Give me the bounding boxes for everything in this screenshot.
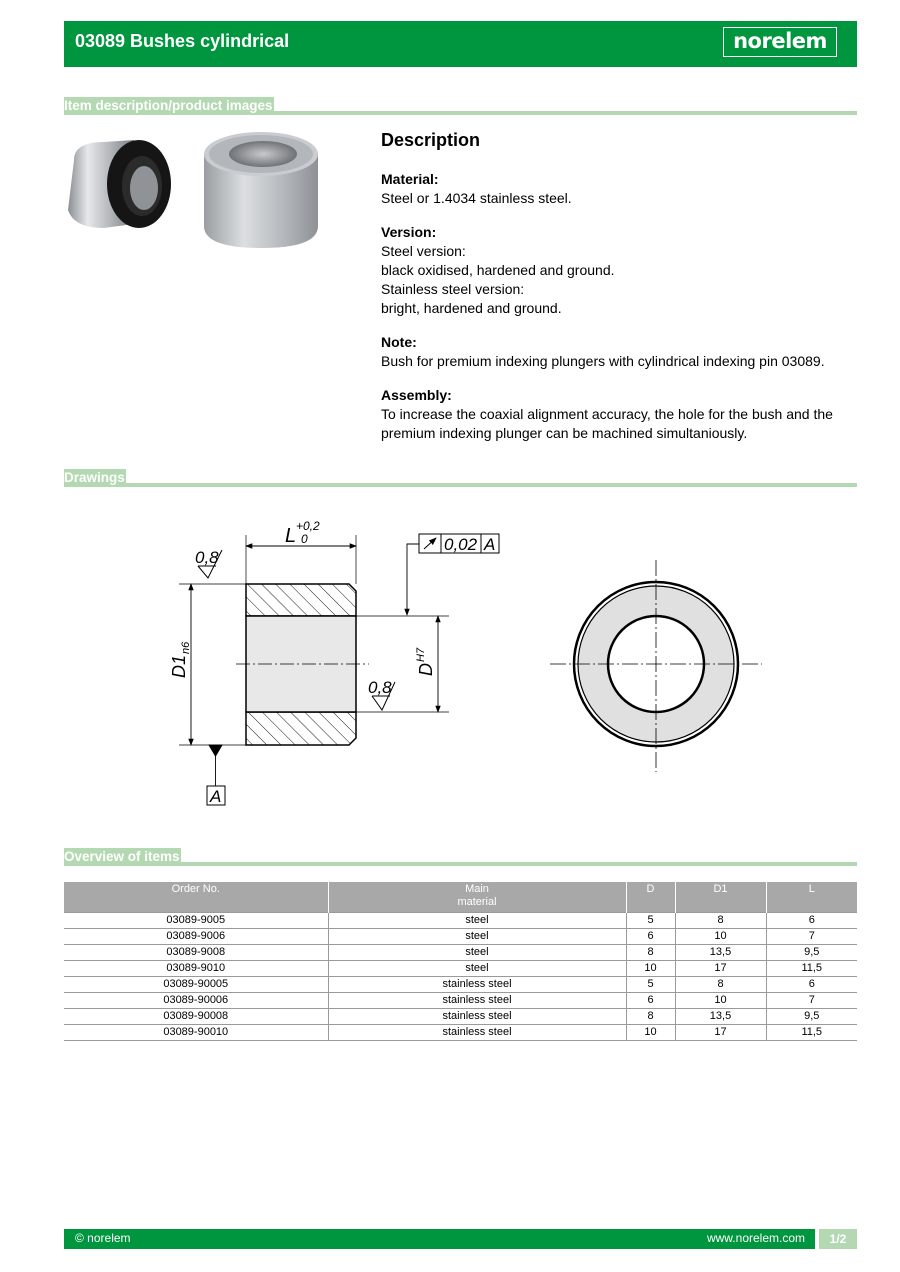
norelem-logo: norelem — [723, 27, 837, 57]
footer-website-link[interactable]: www.norelem.com — [706, 1231, 805, 1245]
version-line: black oxidised, hardened and ground. — [381, 262, 615, 278]
bright-bush-image — [204, 132, 318, 248]
cell-order-no: 03089-9006 — [64, 928, 328, 944]
table-row — [64, 928, 857, 944]
cell-l: 6 — [766, 976, 857, 992]
cell-material: stainless steel — [328, 992, 626, 1008]
cell-d: 5 — [626, 976, 675, 992]
table-header-row — [64, 882, 857, 912]
cell-material: steel — [328, 912, 626, 928]
header-order-no: Order No. — [64, 882, 328, 912]
assembly-title: Assembly: — [381, 387, 452, 403]
black-bush-image — [68, 140, 171, 228]
cell-material: steel — [328, 944, 626, 960]
length-label: L — [285, 525, 297, 547]
d1-label: D1 — [169, 654, 189, 678]
description-block-assembly — [381, 386, 857, 443]
cell-l: 6 — [766, 912, 857, 928]
header-d1: D1 — [675, 882, 766, 912]
cell-order-no: 03089-90005 — [64, 976, 328, 992]
cell-d1: 17 — [675, 960, 766, 976]
items-table — [64, 882, 857, 1041]
assembly-line: To increase the coaxial alignment accuracy, the hole for the bush and the premium indexing plunger can be machined simultaniously. — [381, 406, 833, 441]
note-line: Bush for premium indexing plungers with cylindrical indexing pin 03089. — [381, 353, 825, 369]
material-title: Material: — [381, 171, 439, 187]
version-line: bright, hardened and ground. — [381, 300, 562, 316]
description-block-material — [381, 170, 857, 208]
header-d: D — [626, 882, 675, 912]
version-title: Version: — [381, 224, 437, 240]
version-line: Stainless steel version: — [381, 281, 525, 297]
section-header-overview — [64, 842, 857, 866]
section-rule — [64, 862, 857, 866]
footer-bar — [64, 1229, 857, 1249]
page-number: 1/2 — [819, 1229, 857, 1249]
cell-l: 7 — [766, 992, 857, 1008]
cell-d1: 8 — [675, 912, 766, 928]
footer-copyright: © norelem — [75, 1231, 131, 1245]
technical-drawing — [64, 500, 857, 820]
cell-l: 9,5 — [766, 944, 857, 960]
end-view — [550, 560, 762, 772]
header-l: L — [766, 882, 857, 912]
material-line: Steel or 1.4034 stainless steel. — [381, 190, 572, 206]
d-tol: H7 — [415, 647, 427, 662]
cell-order-no: 03089-90006 — [64, 992, 328, 1008]
section-view — [179, 534, 499, 805]
length-tol-upper: +0,2 — [296, 519, 320, 533]
cell-material: stainless steel — [328, 1008, 626, 1024]
cell-order-no: 03089-90008 — [64, 1008, 328, 1024]
cell-d1: 10 — [675, 928, 766, 944]
cell-d1: 13,5 — [675, 1008, 766, 1024]
cell-order-no: 03089-9010 — [64, 960, 328, 976]
roughness-left-label: 0,8 — [195, 548, 219, 567]
cell-l: 11,5 — [766, 1024, 857, 1040]
table-row — [64, 992, 857, 1008]
section-rule — [64, 483, 857, 487]
cell-d: 6 — [626, 992, 675, 1008]
cell-order-no: 03089-9008 — [64, 944, 328, 960]
header-main-material: Main material — [328, 882, 626, 912]
cell-d: 8 — [626, 944, 675, 960]
cell-material: steel — [328, 928, 626, 944]
cell-d: 5 — [626, 912, 675, 928]
section-header-drawings — [64, 463, 857, 487]
cell-order-no: 03089-90010 — [64, 1024, 328, 1040]
cell-d: 8 — [626, 1008, 675, 1024]
cell-d1: 13,5 — [675, 944, 766, 960]
cell-l: 7 — [766, 928, 857, 944]
table-row — [64, 944, 857, 960]
roughness-right-label: 0,8 — [368, 678, 392, 697]
description-block-note — [381, 333, 857, 371]
items-table-wrap — [64, 882, 857, 1041]
cell-d1: 17 — [675, 1024, 766, 1040]
cell-l: 11,5 — [766, 960, 857, 976]
table-row — [64, 976, 857, 992]
d-label: D — [416, 663, 436, 676]
table-row — [64, 960, 857, 976]
description-heading: Description — [381, 130, 481, 150]
section-header-images — [64, 91, 857, 115]
note-title: Note: — [381, 334, 417, 350]
table-row — [64, 1008, 857, 1024]
runout-value: 0,02 — [444, 535, 478, 554]
cell-d1: 10 — [675, 992, 766, 1008]
cell-material: stainless steel — [328, 976, 626, 992]
description-block-version — [381, 223, 857, 318]
cell-material: stainless steel — [328, 1024, 626, 1040]
cell-order-no: 03089-9005 — [64, 912, 328, 928]
cell-l: 9,5 — [766, 1008, 857, 1024]
cell-d: 10 — [626, 1024, 675, 1040]
table-row — [64, 1024, 857, 1040]
cell-d: 6 — [626, 928, 675, 944]
section-label-drawings: Drawings — [64, 470, 125, 485]
d1-tol: n6 — [180, 641, 192, 654]
cell-d: 10 — [626, 960, 675, 976]
length-tol-lower: 0 — [301, 532, 308, 546]
section-label-overview: Overview of items — [64, 849, 180, 864]
section-label-images: Item description/product images — [64, 98, 273, 113]
runout-datum: A — [484, 535, 496, 554]
datum-label: A — [210, 787, 222, 806]
table-row — [64, 912, 857, 928]
page-title: 03089 Bushes cylindrical — [75, 31, 290, 51]
description-panel — [381, 128, 857, 458]
version-line: Steel version: — [381, 243, 466, 259]
cell-material: steel — [328, 960, 626, 976]
product-images — [64, 128, 326, 252]
header-bar — [64, 21, 857, 67]
cell-d1: 8 — [675, 976, 766, 992]
